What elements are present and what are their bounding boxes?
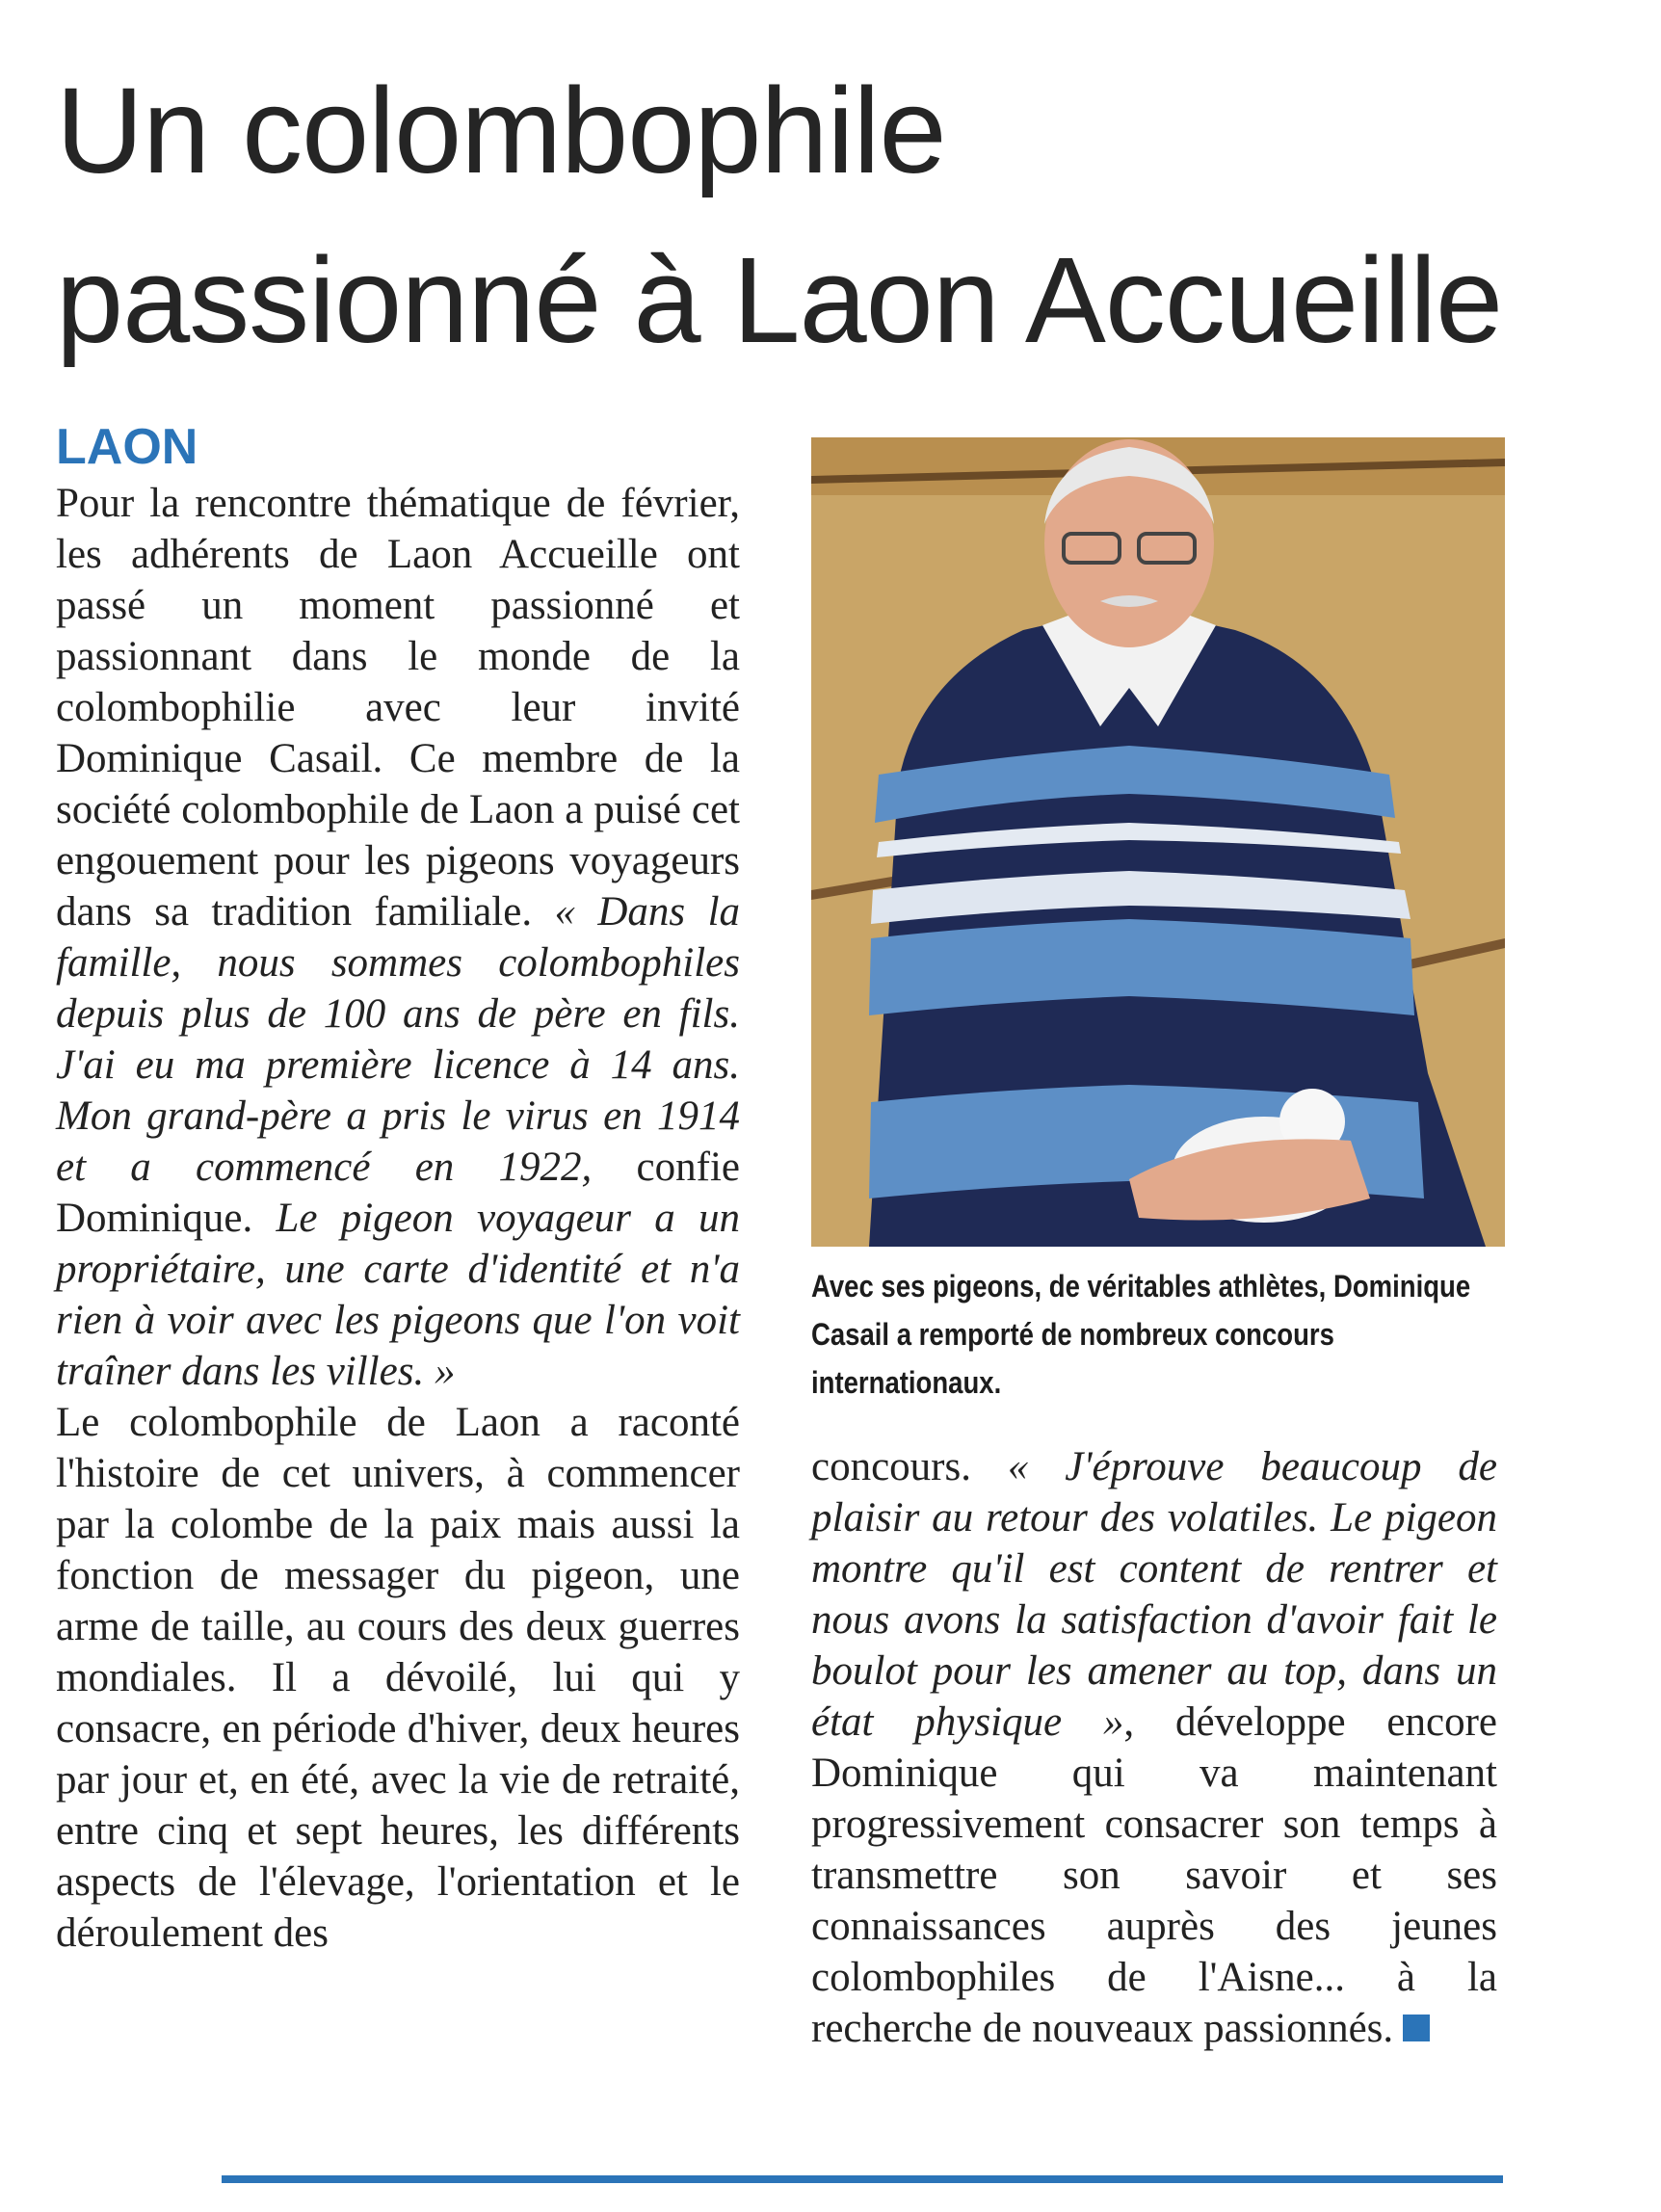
bottom-rule bbox=[222, 2175, 1503, 2183]
paragraph-1-intro: Pour la rencontre thématique de février, les adhérents de Laon Accueille ont passé un moment passionné et passionnant dans le monde de la colombophilie avec leur invité Dominique Casail. Ce membre de la société colombophile de Laon a puisé cet engouement pour les pigeons voyageurs dans sa tradition familiale. bbox=[56, 481, 740, 935]
headline-line-2: passionné à Laon Accueille bbox=[56, 232, 1503, 368]
paragraph-3 bbox=[811, 1441, 1497, 2054]
headline-line-1: Un colombophile bbox=[56, 63, 946, 198]
paragraph-2: Le colombophile de Laon a raconté l'histoire de cet univers, à commencer par la colombe de la paix mais aussi la fonction de messager du pigeon, une arme de taille, au cours des deux guerres mondiales. Il a dévoilé, lui qui y consacre, en période d'hiver, deux heures par jour et, en été, avec la vie de retraité, entre cinq et sept heures, les différents aspects de l'élevage, l'orientation et le déroulement des bbox=[56, 1400, 740, 1956]
location-kicker: LAON bbox=[56, 419, 198, 475]
article-column-right bbox=[811, 1441, 1497, 2054]
end-of-article-mark bbox=[1403, 2014, 1430, 2041]
paragraph-3-end: , développe encore Dominique qui va maintenant progressivement consacrer son temps à transmettre son savoir et ses connaissances auprès des jeunes colombophiles de l'Aisne... à la recherche de nouveaux passionnés. bbox=[811, 1699, 1497, 2051]
photo-caption: Avec ses pigeons, de véritables athlètes, Dominique Casail a remporté de nombreux concours internationaux. bbox=[811, 1269, 1471, 1400]
headline bbox=[56, 46, 1597, 385]
paragraph-3-start: concours. bbox=[811, 1444, 1008, 1489]
quote-2: Le pigeon voyageur a un propriétaire, une carte d'identité et n'a rien à voir avec les pigeons que l'on voit traîner dans les villes. » bbox=[56, 1196, 740, 1394]
paragraph-1 bbox=[56, 478, 740, 1397]
quote-3: « J'éprouve beaucoup de plaisir au retour des volatiles. Le pigeon montre qu'il est content de rentrer et nous avons la satisfaction d'avoir fait le boulot pour les amener au top, dans un état physique » bbox=[811, 1444, 1497, 1745]
photo-illustration bbox=[811, 437, 1505, 1247]
paragraph-1-attribution: confie Dominique. bbox=[56, 1145, 740, 1241]
quote-1: « Dans la famille, nous sommes colombophiles depuis plus de 100 ans de père en fils. J'ai eu ma première licence à 14 ans. Mon grand-père a pris le virus en 1914 et a commencé en 1922, bbox=[56, 889, 741, 1190]
article-photo bbox=[811, 437, 1505, 1247]
article-column-left bbox=[56, 478, 740, 1959]
